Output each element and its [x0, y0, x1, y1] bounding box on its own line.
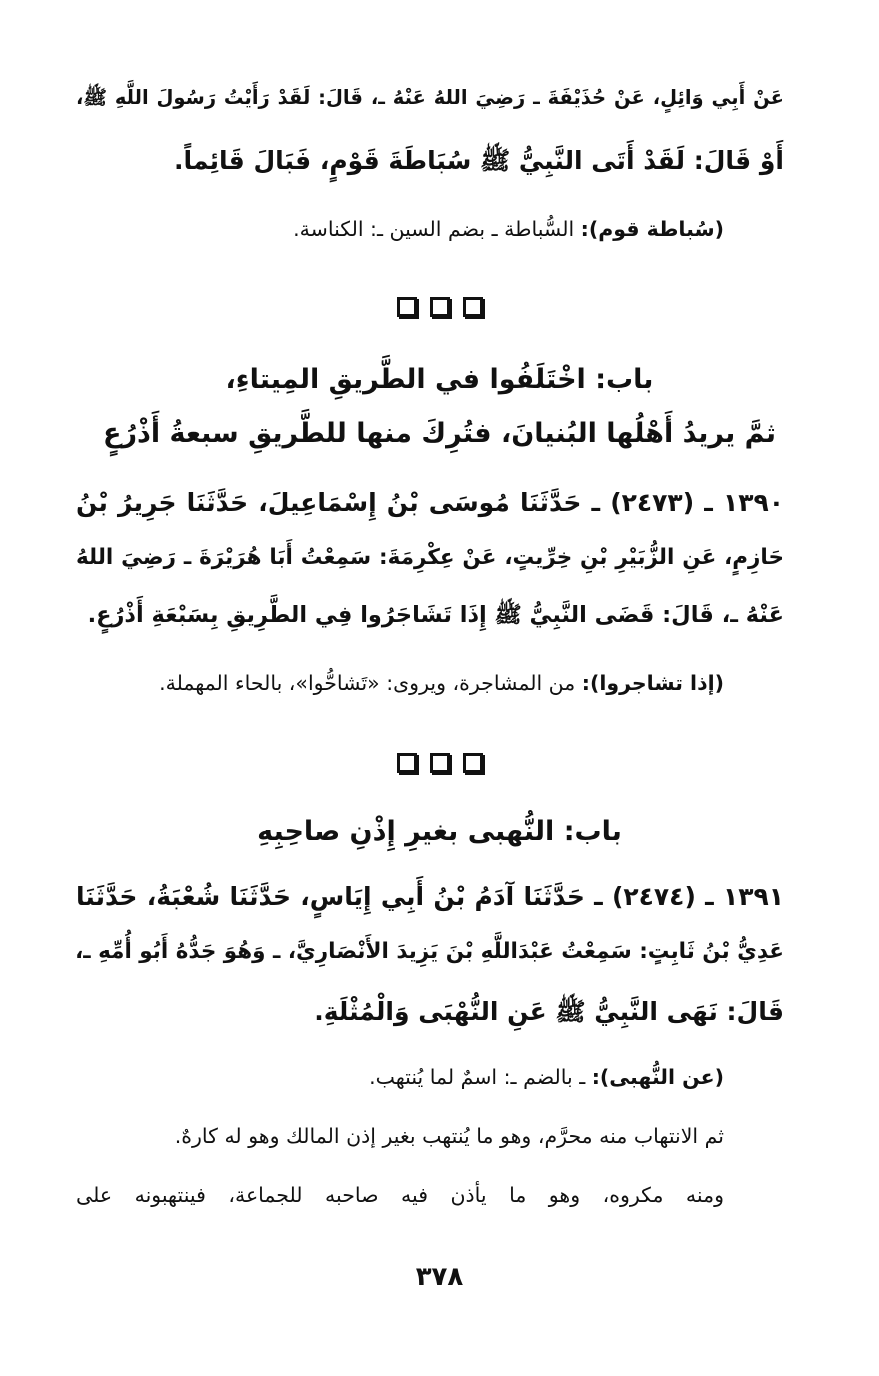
hadith-text-line: عَنْ أَبِي وَائِلٍ، عَنْ حُذَيْفَةَ ـ رَضِيَ اللهُ عَنْهُ ـ، قَالَ: لَقَدْ رَأَيْتُ رَسُولَ اللَّهِ ﷺ، [76, 86, 784, 109]
footnote-explanation [76, 671, 724, 695]
section-separator [0, 753, 879, 773]
footnote-explanation [76, 217, 724, 241]
footnote-term: (إذا تشاجروا): [581, 671, 724, 695]
commentary-line: ومنه مكروه، وهو ما يأذن فيه صاحبه للجماعة، فينتهبونه على [76, 1183, 724, 1207]
hadith-text-line: عَنْهُ ـ، قَالَ: قَضَى النَّبِيُّ ﷺ إِذَا تَشَاجَرُوا فِي الطَّرِيقِ بِسَبْعَةِ أَذْرُعٍ. [87, 602, 784, 628]
chapter-heading-text: النُّهبى بغيرِ إِذْنِ صاحِبِهِ [257, 816, 564, 847]
commentary-line: ثم الانتهاب منه محرَّم، وهو ما يُنتهب بغير إذن المالك وهو له كارهٌ. [174, 1124, 724, 1148]
separator-square-icon [430, 297, 450, 317]
footnote-explanation [76, 1065, 724, 1089]
hadith-text-line: قَالَ: نَهَى النَّبِيُّ ﷺ عَنِ النُّهْبَى وَالْمُثْلَةِ. [314, 997, 784, 1026]
chapter-heading [0, 816, 879, 847]
footnote-term: (عن النُّهبى): [591, 1065, 724, 1089]
chapter-heading-prefix: باب: [563, 816, 622, 847]
footnote-body: السُّباطة ـ بضم السين ـ: الكناسة. [293, 217, 581, 241]
hadith-text-line: عَدِيُّ بْنُ ثَابِتٍ: سَمِعْتُ عَبْدَاللَّهِ بْنَ يَزِيدَ الأَنْصَارِيَّ، ـ وَهُوَ جَدُّهُ أَبُو أُمِّهِ ـ، [75, 939, 784, 964]
hadith-text-line: ١٣٩٠ ـ (٢٤٧٣) ـ حَدَّثَنَا مُوسَى بْنُ إِسْمَاعِيلَ، حَدَّثَنَا جَرِيرُ بْنُ [76, 488, 784, 517]
chapter-heading [0, 364, 879, 395]
footnote-body: من المشاجرة، ويروى: «تَشاحُّوا»، بالحاء المهملة. [159, 671, 582, 695]
separator-square-icon [397, 297, 417, 317]
footnote-term: (سُباطة قوم): [580, 217, 724, 241]
separator-square-icon [397, 753, 417, 773]
separator-square-icon [430, 753, 450, 773]
hadith-text-line: حَازِمٍ، عَنِ الزُّبَيْرِ بْنِ خِرِّيتٍ، عَنْ عِكْرِمَةَ: سَمِعْتُ أَبَا هُرَيْرَةَ ـ رَضِيَ اللهُ [76, 545, 784, 570]
hadith-text-line: ١٣٩١ ـ (٢٤٧٤) ـ حَدَّثَنَا آدَمُ بْنُ أَبِي إِيَاسٍ، حَدَّثَنَا شُعْبَةُ، حَدَّثَنَا [76, 882, 784, 911]
chapter-heading-text: اخْتَلَفُوا في الطَّريقِ المِيتاءِ، [225, 364, 596, 395]
separator-square-icon [463, 297, 483, 317]
footnote-body: ـ بالضم ـ: اسمٌ لما يُنتهب. [369, 1065, 592, 1089]
chapter-heading-prefix: باب: [595, 364, 654, 395]
chapter-heading-continuation: ثمَّ يريدُ أَهْلُها البُنيانَ، فتُرِكَ منها للطَّريقِ سبعةُ أَذْرُعٍ [103, 418, 776, 449]
page-number: ٣٧٨ [415, 1262, 464, 1292]
separator-square-icon [463, 753, 483, 773]
section-separator [0, 297, 879, 317]
hadith-text-line: أَوْ قَالَ: لَقَدْ أَتَى النَّبِيُّ ﷺ سُبَاطَةَ قَوْمٍ، فَبَالَ قَائِماً. [173, 146, 784, 175]
